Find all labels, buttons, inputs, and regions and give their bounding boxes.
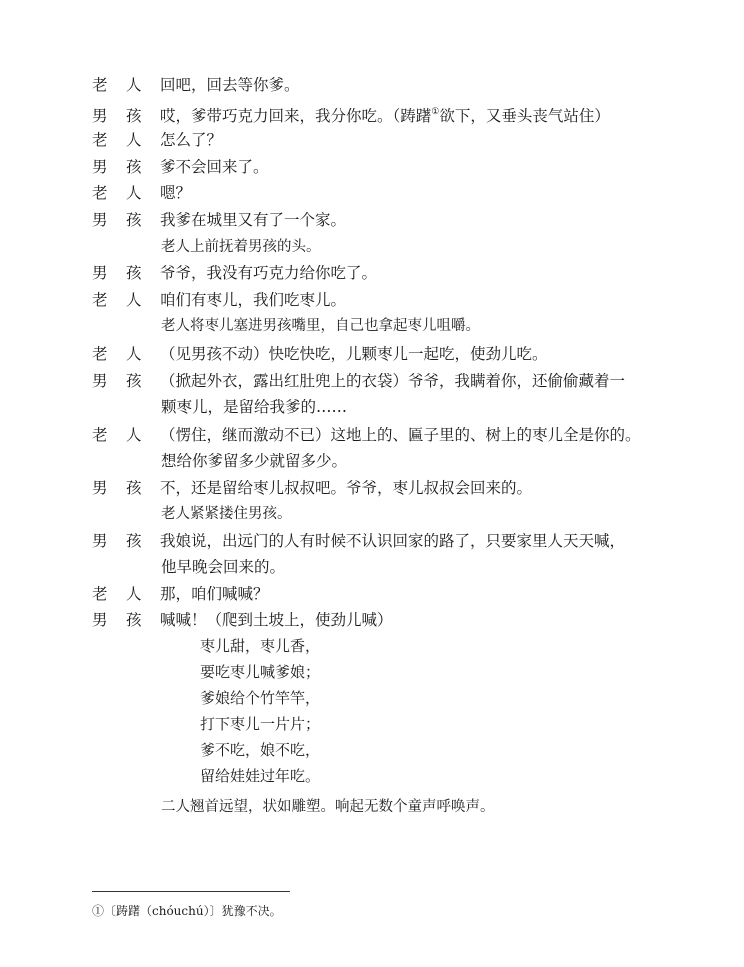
dialogue-continuation: 颗枣儿，是留给我爹的…… (161, 398, 348, 416)
speaker-label: 男 孩 (92, 479, 142, 497)
stage-direction: 老人上前抚着男孩的头。 (161, 239, 321, 255)
dialogue-text: （见男孩不动）快吃快吃，儿颗枣儿一起吃，使劲儿吃。 (160, 345, 548, 363)
poem-line: 留给娃娃过年吃。 (200, 767, 321, 785)
dialogue-line (92, 157, 269, 177)
dialogue-line (92, 130, 222, 150)
speaker-label: 老 人 (92, 131, 142, 149)
poem-line: 爹不吃，娘不吃， (200, 741, 321, 759)
speaker-label: 老 人 (92, 345, 142, 363)
dialogue-text: 回吧，回去等你爹。 (160, 76, 300, 94)
dialogue-line (92, 344, 548, 364)
dialogue-line (92, 210, 346, 230)
footnote-divider (92, 891, 290, 892)
speaker-label: 男 孩 (92, 532, 142, 550)
dialogue-text: 哎，爹带巧克力回来，我分你吃。（踌躇 (160, 107, 432, 125)
poem-line: 爹娘给个竹竿竿， (200, 689, 321, 707)
dialogue-text: 欲下，又垂头丧气站住） (439, 107, 610, 125)
dialogue-line (92, 610, 393, 630)
dialogue-line (92, 75, 300, 95)
speaker-label: 老 人 (92, 291, 142, 309)
dialogue-continuation: 他早晚会回来的。 (161, 558, 286, 576)
speaker-label: 男 孩 (92, 611, 142, 629)
dialogue-text: （掀起外衣，露出红肚兜上的衣袋）爷爷，我瞒着你，还偷偷藏着一 (160, 372, 626, 390)
dialogue-line (92, 183, 191, 203)
dialogue-text: 咱们有枣儿，我们吃枣儿。 (160, 291, 347, 309)
speaker-label: 男 孩 (92, 158, 142, 176)
dialogue-line (92, 531, 625, 551)
speaker-label: 男 孩 (92, 107, 142, 125)
dialogue-text: 不，还是留给枣儿叔叔吧。爷爷，枣儿叔叔会回来的。 (160, 479, 533, 497)
dialogue-text: 喊喊！（爬到土坡上，使劲儿喊） (160, 611, 393, 629)
dialogue-line (92, 425, 641, 445)
poem-line: 要吃枣儿喊爹娘； (200, 663, 321, 681)
dialogue-text: 爹不会回来了。 (160, 158, 269, 176)
dialogue-text: 我爹在城里又有了一个家。 (160, 211, 347, 229)
dialogue-continuation: 想给你爹留多少就留多少。 (161, 452, 348, 470)
dialogue-text: 我娘说，出远门的人有时候不认识回家的路了，只要家里人天天喊， (160, 532, 626, 550)
stage-direction: 老人紧紧搂住男孩。 (161, 506, 292, 522)
dialogue-line (92, 263, 377, 283)
speaker-label: 男 孩 (92, 211, 142, 229)
footnote-marker: ① (431, 107, 440, 117)
dialogue-line (92, 584, 269, 604)
poem-line: 枣儿甜，枣儿香， (200, 637, 321, 655)
speaker-label: 老 人 (92, 426, 142, 444)
dialogue-line (92, 290, 346, 310)
speaker-label: 老 人 (92, 184, 142, 202)
speaker-label: 老 人 (92, 585, 142, 603)
dialogue-text: 爷爷，我没有巧克力给你吃了。 (160, 264, 378, 282)
dialogue-line (92, 371, 625, 391)
speaker-label: 老 人 (92, 76, 142, 94)
dialogue-text: 嗯？ (160, 184, 192, 202)
stage-direction: 老人将枣儿塞进男孩嘴里，自己也拿起枣儿咀嚼。 (161, 318, 480, 334)
closing-stage-direction: 二人翘首远望，状如雕塑。响起无数个童声呼唤声。 (161, 799, 495, 815)
dialogue-text: （愣住，继而激动不已）这地上的、匾子里的、树上的枣儿全是你的。 (160, 426, 641, 444)
dialogue-line (92, 102, 610, 126)
speaker-label: 男 孩 (92, 264, 142, 282)
dialogue-text: 那，咱们喊喊？ (160, 585, 269, 603)
footnote: ①〔踌躇（chóuchú）〕犹豫不决。 (92, 904, 282, 918)
dialogue-line (92, 478, 532, 498)
dialogue-text: 怎么了？ (160, 131, 223, 149)
speaker-label: 男 孩 (92, 372, 142, 390)
poem-line: 打下枣儿一片片； (200, 715, 321, 733)
